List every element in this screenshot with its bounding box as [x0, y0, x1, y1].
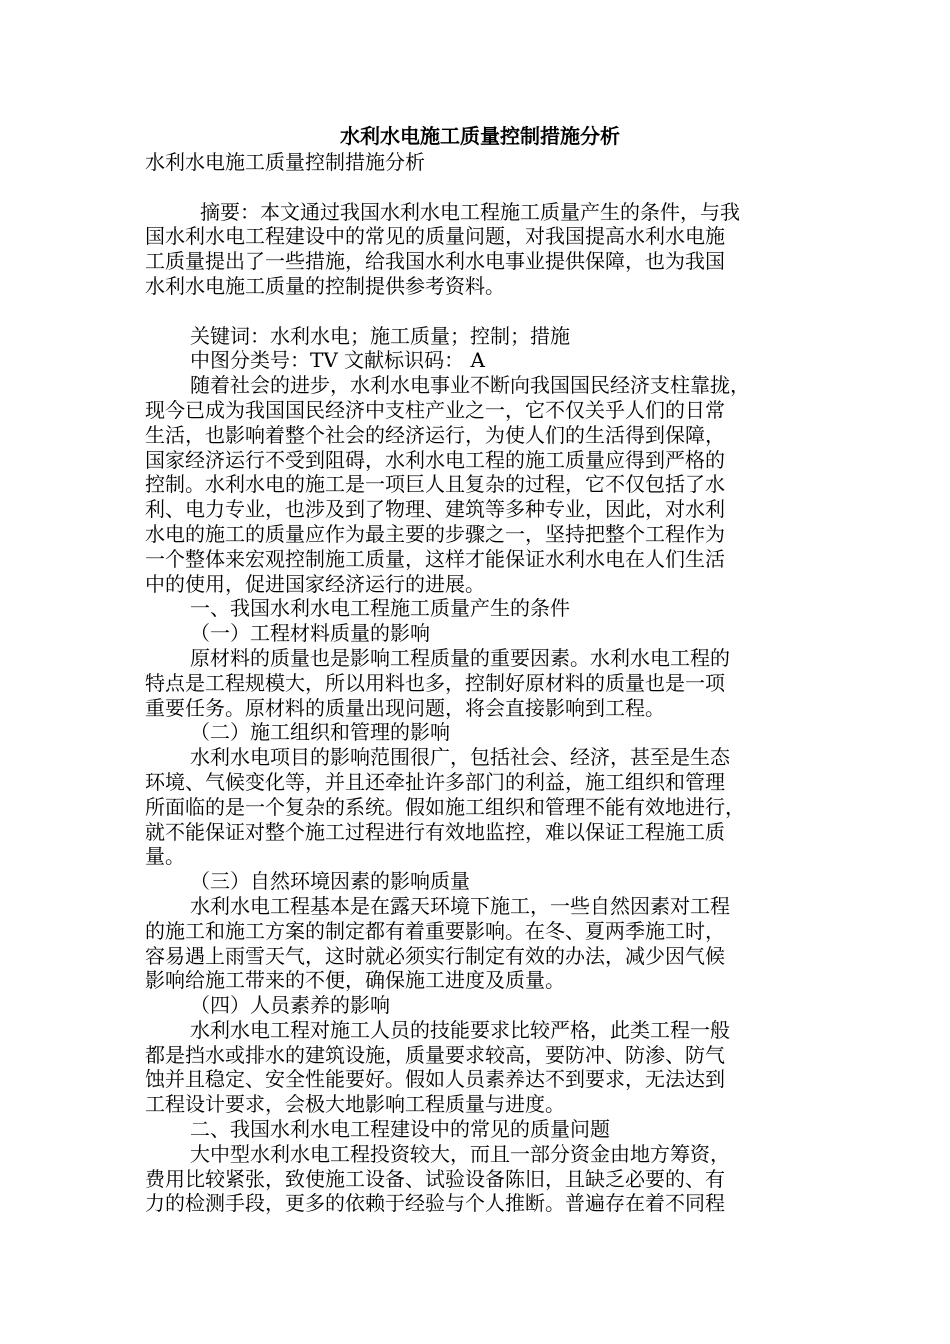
- text-line: 容易遇上雨雪天气，这时就必须实行制定有效的办法，减少因气候: [145, 943, 725, 968]
- text-line: 工质量提出了一些措施，给我国水利水电事业提供保障，也为我国: [145, 249, 725, 274]
- text-line: 的施工和施工方案的制定都有着重要影响。在冬、夏两季施工时，: [145, 918, 725, 943]
- blank-line: [145, 299, 805, 324]
- document-subtitle: 水利水电施工质量控制措施分析: [145, 150, 425, 174]
- document-body: [145, 175, 805, 1216]
- text-line: （二）施工组织和管理的影响: [190, 720, 450, 745]
- text-line: 生活，也影响着整个社会的经济运行，为使人们的生活得到保障，: [145, 422, 725, 447]
- text-line: （三）自然环境因素的影响质量: [190, 869, 470, 894]
- text-line: （四）人员素养的影响: [190, 993, 390, 1018]
- text-line: 量。: [145, 844, 185, 869]
- text-line: 就不能保证对整个施工过程进行有效地监控，难以保证工程施工质: [145, 819, 725, 844]
- text-line: 重要任务。原材料的质量出现问题，将会直接影响到工程。: [145, 695, 665, 720]
- text-line: 控制。水利水电的施工是一项巨人且复杂的过程，它不仅包括了水: [145, 472, 725, 497]
- text-line: （一）工程材料质量的影响: [190, 621, 430, 646]
- text-line: 环境、气候变化等，并且还牵扯许多部门的利益，施工组织和管理: [145, 769, 725, 794]
- text-line: 原材料的质量也是影响工程质量的重要因素。水利水电工程的: [190, 645, 730, 670]
- text-line: 二、我国水利水电工程建设中的常见的质量问题: [190, 1117, 610, 1142]
- document-title: 水利水电施工质量控制措施分析: [340, 124, 620, 148]
- text-line: 特点是工程规模大，所以用料也多，控制好原材料的质量也是一项: [145, 670, 725, 695]
- text-line: 摘要：本文通过我国水利水电工程施工质量产生的条件，与我: [200, 199, 740, 224]
- text-line: 关键词：水利水电；施工质量；控制；措施: [190, 323, 570, 348]
- text-line: 一、我国水利水电工程施工质量产生的条件: [190, 596, 570, 621]
- text-line: 蚀并且稳定、安全性能要好。假如人员素养达不到要求，无法达到: [145, 1067, 725, 1092]
- text-line: 影响给施工带来的不便，确保施工进度及质量。: [145, 968, 565, 993]
- text-line: 水利水电施工质量的控制提供参考资料。: [145, 273, 505, 298]
- text-line: 水电的施工的质量应作为最主要的步骤之一，坚持把整个工程作为: [145, 521, 725, 546]
- text-line: 国家经济运行不受到阻碍，水利水电工程的施工质量应得到严格的: [145, 447, 725, 472]
- text-line: 水利水电项目的影响范围很广，包括社会、经济，甚至是生态: [190, 745, 730, 770]
- blank-line: [145, 175, 805, 200]
- text-line: 中图分类号：TV 文献标识码： A: [190, 348, 485, 373]
- text-line: 大中型水利水电工程投资较大，而且一部分资金由地方筹资，: [190, 1141, 730, 1166]
- text-line: 水利水电工程对施工人员的技能要求比较严格，此类工程一般: [190, 1017, 730, 1042]
- text-line: 一个整体来宏观控制施工质量，这样才能保证水利水电在人们生活: [145, 546, 725, 571]
- text-line: 所面临的是一个复杂的系统。假如施工组织和管理不能有效地进行，: [145, 794, 745, 819]
- text-line: 力的检测手段，更多的依赖于经验与个人推断。普遍存在着不同程: [145, 1191, 725, 1216]
- text-line: 中的使用，促进国家经济运行的进展。: [145, 571, 485, 596]
- text-line: 随着社会的进步，水利水电事业不断向我国国民经济支柱靠拢，: [190, 373, 750, 398]
- text-line: 都是挡水或排水的建筑设施，质量要求较高，要防冲、防渗、防气: [145, 1042, 725, 1067]
- text-line: 费用比较紧张，致使施工设备、试验设备陈旧，且缺乏必要的、有: [145, 1166, 725, 1191]
- text-line: 国水利水电工程建设中的常见的质量问题，对我国提高水利水电施: [145, 224, 725, 249]
- text-line: 工程设计要求，会极大地影响工程质量与进度。: [145, 1092, 565, 1117]
- text-line: 利、电力专业，也涉及到了物理、建筑等多种专业，因此，对水利: [145, 497, 725, 522]
- text-line: 现今已成为我国国民经济中支柱产业之一，它不仅关乎人们的日常: [145, 397, 725, 422]
- text-line: 水利水电工程基本是在露天环境下施工，一些自然因素对工程: [190, 893, 730, 918]
- document-page: [145, 122, 805, 1216]
